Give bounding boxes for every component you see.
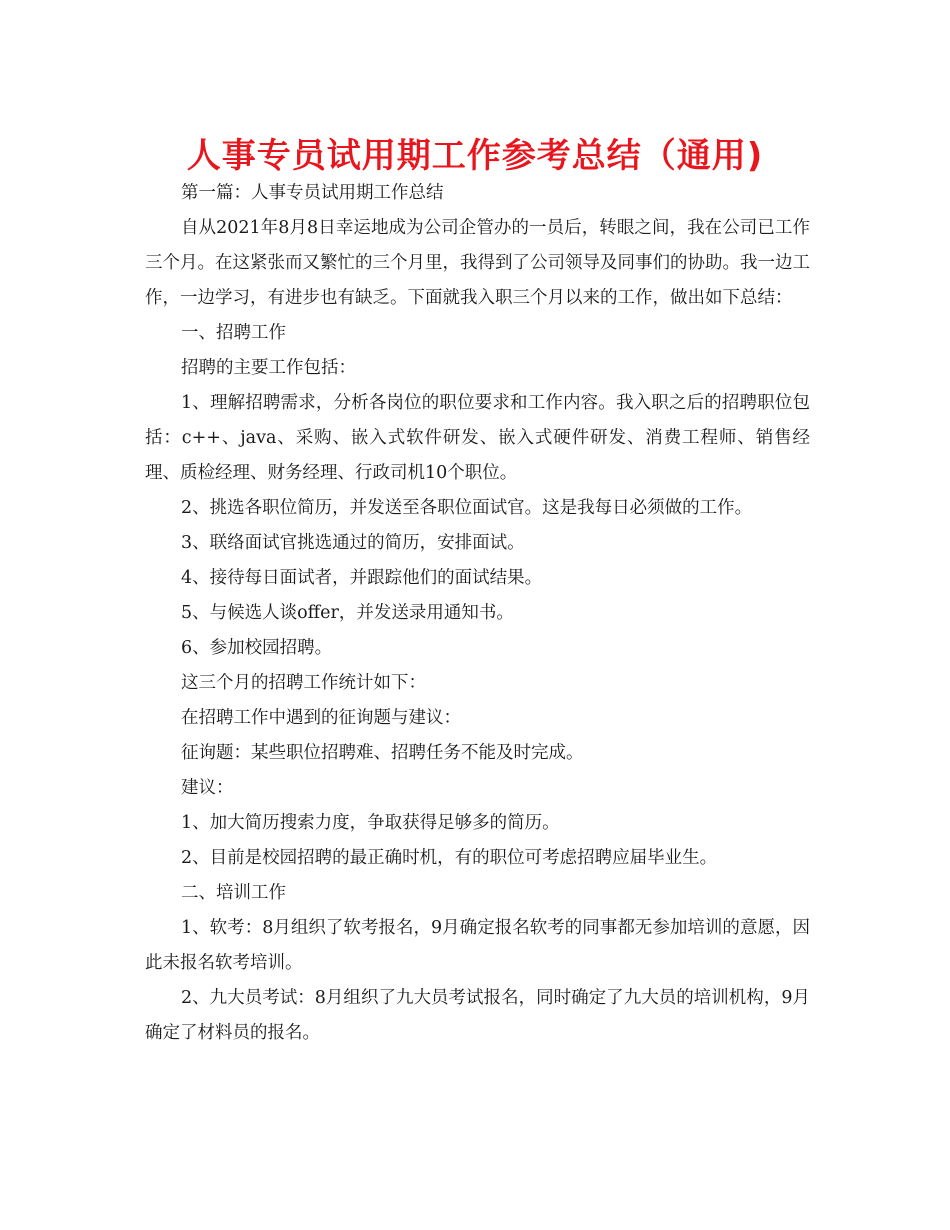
section-heading: 一、招聘工作 <box>181 323 286 343</box>
paragraph: 自从2021年8月8日幸运地成为公司企管办的一员后，转眼之间，我在公司已工作三个月。在这紧张而又繁忙的三个月里，我得到了公司领导及同事们的协助。我一边工作，一边学习，有进步也有缺乏。下面就我入职三个月以来的工作，做出如下总结： <box>145 218 810 308</box>
paragraph: 这三个月的招聘工作统计如下： <box>181 673 426 693</box>
paragraph: 在招聘工作中遇到的征询题与建议： <box>181 708 461 728</box>
paragraph: 征询题：某些职位招聘难、招聘任务不能及时完成。 <box>181 743 584 763</box>
list-item: 6、参加校园招聘。 <box>181 638 333 658</box>
list-item: 1、加大简历搜索力度，争取获得足够多的简历。 <box>181 813 560 833</box>
section-heading: 第一篇：人事专员试用期工作总结 <box>181 183 444 203</box>
list-item: 2、目前是校园招聘的最正确时机，有的职位可考虑招聘应届毕业生。 <box>181 848 718 868</box>
list-item: 4、接待每日面试者，并跟踪他们的面试结果。 <box>181 568 543 588</box>
paragraph: 招聘的主要工作包括： <box>181 358 356 378</box>
list-item: 3、联络面试官挑选通过的简历，安排面试。 <box>181 533 525 553</box>
list-item: 1、软考：8月组织了软考报名，9月确定报名软考的同事都无参加培训的意愿，因此未报名软考培训。 <box>145 918 810 973</box>
paragraph: 建议： <box>181 778 234 798</box>
section-heading: 二、培训工作 <box>181 883 286 903</box>
list-item: 2、九大员考试：8月组织了九大员考试报名，同时确定了九大员的培训机构，9月确定了材料员的报名。 <box>145 988 810 1043</box>
list-item: 2、挑选各职位简历，并发送至各职位面试官。这是我每日必须做的工作。 <box>181 498 753 518</box>
list-item: 1、理解招聘需求，分析各岗位的职位要求和工作内容。我入职之后的招聘职位包括：c++、java、采购、嵌入式软件研发、嵌入式硬件研发、消费工程师、销售经理、质检经理、财务经理、行政司机10个职位。 <box>145 393 810 483</box>
document-title: 人事专员试用期工作参考总结（通用) <box>186 136 764 176</box>
list-item: 5、与候选人谈offer，并发送录用通知书。 <box>181 603 514 623</box>
document-body <box>145 176 810 1051</box>
